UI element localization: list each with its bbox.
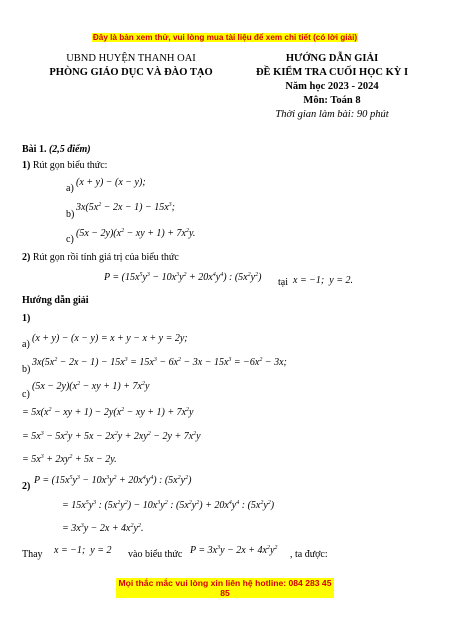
hotline-banner: Mọi thắc mắc vui lòng xin liên hệ hotline: 084 283 45 85: [116, 578, 334, 598]
guide-2-step1: = $15x^5y^3$ : $(5x^2y^2) - 10x^3y^2$ : $(5x^2y^2) + 20x^4y^4$ : $(5x^2y^2)$: [62, 500, 275, 511]
guide-b-expr: $3x(5x^2 - 2x - 1) - 15x^3 = 15x^3 - 6x^2 - 3x - 15x^3 = -6x^2 - 3x$;: [32, 357, 287, 368]
preview-banner: Đây là bản xem thử, vui lòng mua tài liệu để xem chi tiết (có lời giải): [92, 33, 358, 42]
duration: Thời gian làm bài: 90 phút: [275, 109, 389, 120]
q2-tai: tại: [278, 277, 288, 288]
q1c-expr: $(5x - 2y)(x^2$ − xy + $1) + 7x^2y$.: [76, 228, 196, 239]
guide-heading: Hướng dẫn giải: [22, 295, 89, 306]
guide-p2: 2): [22, 481, 31, 492]
header-left: [40, 52, 222, 80]
q1c-label: c): [66, 234, 74, 245]
q1a-expr: (x + y) − (x − y);: [76, 177, 146, 188]
guide-c-label: c): [22, 389, 30, 400]
exam-title: ĐỀ KIỂM TRA CUỐI HỌC KỲ I: [255, 67, 409, 78]
q1b-label: b): [66, 209, 75, 220]
department-name: PHÒNG GIÁO DỤC VÀ ĐÀO TẠO: [49, 67, 213, 78]
thay-text: Thay: [22, 549, 43, 560]
guide-c-step1: = $5x(x^2$ − xy + $1) - 2y(x^2$ − xy + $1) + 7x^2y$: [22, 407, 194, 418]
q1-prompt: 1) Rút gọn biểu thức:: [22, 160, 108, 171]
guide-c-expr: $(5x - 2y)(x^2$ − xy + $1) + 7x^2y$: [32, 381, 150, 392]
q2-prompt: 2) Rút gọn rồi tính giá trị của biểu thức: [22, 252, 179, 263]
guide-2-expr: $P = (15x^5y^3 - 10x^3y^2 + 20x^4y^4)$ : $(5x^2y^2)$: [34, 475, 192, 486]
guide-b-label: b): [22, 364, 31, 375]
guide-c-step2: = $5x^3 - 5x^2y + 5x - 2x^2y + 2xy^2 - 2y + 7x^2y$: [22, 431, 201, 442]
subject: Môn: Toán 8: [303, 95, 361, 106]
q1b-expr: $3x(5x^2 - 2x - 1) - 15x^3$;: [76, 202, 176, 213]
thay-expr: $P = 3x^3y - 2x + 4x^2y^2$: [190, 545, 278, 556]
doc-title: HƯỚNG DẪN GIẢI: [285, 53, 379, 64]
guide-p1: 1): [22, 313, 31, 324]
header-right: [236, 52, 428, 122]
guide-a-expr: (x + y) − (x − y) = x + y − x + y = 2y;: [32, 333, 188, 344]
guide-2-step2: = $3x^3y - 2x + 4x^2y^2$.: [62, 523, 144, 534]
bai1-heading: Bài 1. (2,5 điểm): [22, 144, 91, 155]
thay-values: x = −1; y = 2: [54, 545, 112, 556]
q2-expr: $P = (15x^5y^3 - 10x^3y^2 + 20x^4y^4)$ : $(5x^2y^2)$: [104, 272, 262, 283]
duoc-text: , ta được:: [290, 549, 328, 560]
guide-a-label: a): [22, 339, 30, 350]
district-name: UBND HUYỆN THANH OAI: [66, 53, 196, 64]
guide-c-step3: = $5x^3 + 2xy^2 + 5x - 2y$.: [22, 454, 117, 465]
school-year: Năm học 2023 - 2024: [285, 81, 379, 92]
vao-text: vào biểu thức: [128, 549, 183, 560]
q1a-label: a): [66, 183, 74, 194]
q2-values: x = −1; y = 2.: [293, 275, 353, 286]
